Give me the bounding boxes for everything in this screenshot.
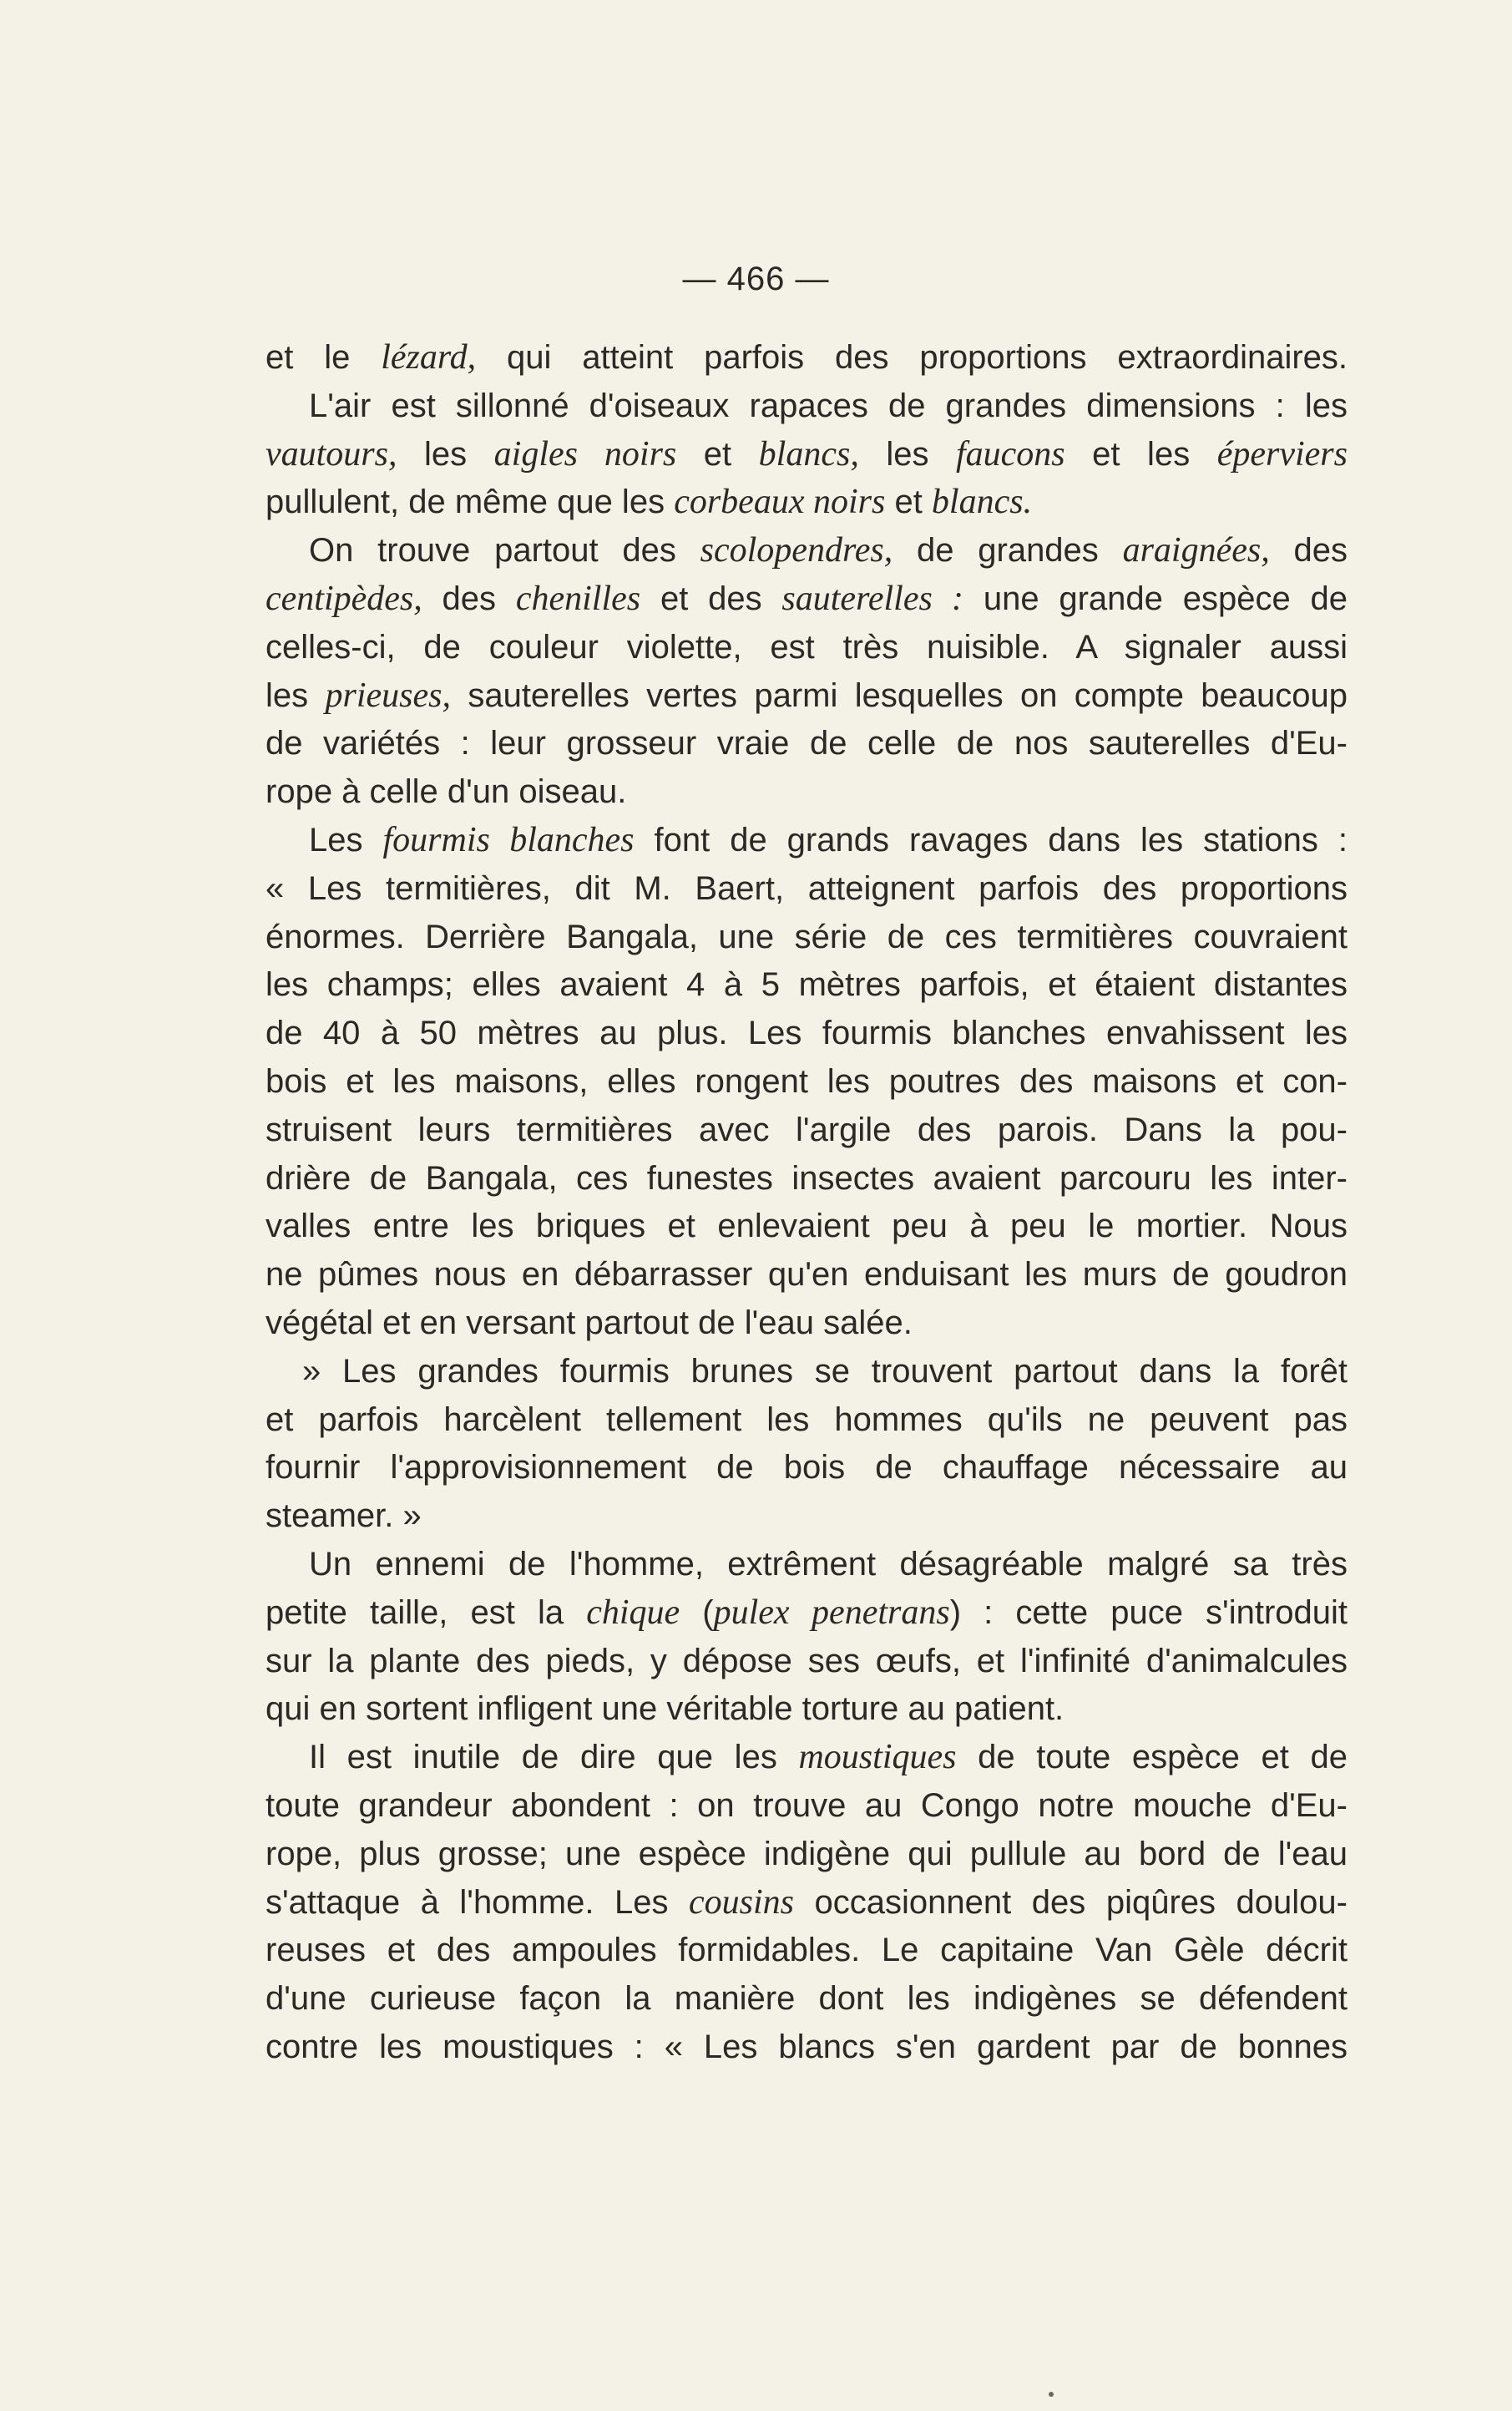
italic-term: centipèdes, — [265, 579, 422, 618]
text-line — [265, 720, 1348, 768]
italic-term: moustiques — [798, 1738, 957, 1777]
text-run: et des — [640, 580, 782, 617]
text-line — [265, 672, 1348, 721]
italic-term: fourmis blanches — [382, 820, 635, 859]
italic-term: blancs, — [758, 434, 859, 474]
italic-term: vautours, — [265, 434, 397, 474]
text-run: drière de Bangala, ces funestes insectes avaient parcouru les inter- — [265, 1159, 1348, 1197]
italic-term: blancs. — [931, 483, 1033, 522]
text-run: de toute espèce et de — [956, 1739, 1348, 1776]
page-number: — 466 — — [682, 261, 830, 297]
text-run: végétal et en versant partout de l'eau salée. — [265, 1304, 913, 1341]
text-run: toute grandeur abondent : on trouve au Congo notre mouche d'Eu- — [265, 1786, 1348, 1824]
text-line — [265, 1927, 1348, 1975]
italic-term: aigles noirs — [493, 434, 677, 474]
text-line — [265, 1299, 1348, 1348]
text-run: Un ennemi de l'homme, extrêment désagréable malgré sa très — [309, 1545, 1348, 1583]
text-run: qui atteint parfois des proportions extraordinaires. — [476, 339, 1348, 376]
text-run: contre les moustiques : « Les blancs s'en gardent par de bonnes — [265, 2028, 1348, 2065]
text-run: les — [858, 435, 956, 473]
text-line — [265, 914, 1348, 962]
italic-term: cousins — [689, 1882, 794, 1922]
text-line — [265, 1010, 1348, 1058]
text-line — [265, 382, 1348, 431]
italic-term: lézard, — [381, 338, 477, 377]
text-line — [265, 334, 1348, 382]
text-run: fournir l'approvisionnement de bois de chauffage nécessaire au — [265, 1449, 1348, 1487]
italic-term: chique — [586, 1593, 680, 1632]
text-run: sauterelles vertes parmi lesquelles on compte beaucoup — [450, 676, 1348, 714]
text-run: de grandes — [893, 532, 1123, 570]
text-line — [265, 479, 1348, 527]
text-line — [265, 1782, 1348, 1831]
text-run: struisent leurs termitières avec l'argile des parois. Dans la pou- — [265, 1111, 1348, 1148]
text-run: des — [1269, 532, 1348, 570]
text-run: les — [397, 435, 494, 473]
text-run: pullulent, de même que les — [265, 484, 675, 521]
italic-term: araignées, — [1122, 531, 1270, 570]
text-line — [265, 865, 1348, 914]
text-run: les champs; elles avaient 4 à 5 mètres parfois, et étaient distantes — [265, 966, 1348, 1004]
text-run: de variétés : leur grosseur vraie de celle de nos sauterelles d'Eu- — [265, 725, 1348, 762]
text-run: rope à celle d'un oiseau. — [265, 773, 627, 811]
text-line — [265, 1203, 1348, 1251]
text-line — [265, 1155, 1348, 1203]
text-line — [265, 1107, 1348, 1155]
text-run: rope, plus grosse; une espèce indigène qui pullule au bord de l'eau — [265, 1835, 1348, 1872]
text-line — [265, 2024, 1348, 2072]
text-run: On trouve partout des — [309, 532, 700, 570]
text-run: L'air est sillonné d'oiseaux rapaces de grandes dimensions : les — [309, 387, 1348, 424]
body-text — [265, 334, 1348, 2072]
text-line — [265, 575, 1348, 624]
text-run: de 40 à 50 mètres au plus. Les fourmis blanches envahissent les — [265, 1015, 1348, 1052]
italic-term: faucons — [956, 434, 1065, 474]
text-line — [265, 1734, 1348, 1782]
text-line — [265, 1638, 1348, 1686]
text-run: « Les termitières, dit M. Baert, atteignent parfois des proportions — [265, 869, 1348, 907]
text-line — [265, 1879, 1348, 1927]
italic-term: sauterelles : — [781, 579, 964, 618]
text-run: des — [422, 580, 516, 617]
text-line — [265, 1396, 1348, 1445]
text-run: et parfois harcèlent tellement les hommes qu'ils ne peuvent pas — [265, 1401, 1348, 1438]
text-run: bois et les maisons, elles rongent les poutres des maisons et con- — [265, 1062, 1348, 1100]
text-line — [265, 1348, 1348, 1396]
text-line — [265, 1831, 1348, 1879]
text-run: valles entre les briques et enlevaient peu à peu le mortier. Nous — [265, 1208, 1348, 1245]
text-run: et les — [1064, 435, 1217, 473]
text-line — [265, 768, 1348, 817]
italic-term: prieuses, — [325, 676, 451, 715]
italic-term: éperviers — [1216, 434, 1348, 474]
text-run: Les — [309, 821, 383, 859]
text-line — [265, 1685, 1348, 1734]
text-run: » Les grandes fourmis brunes se trouvent partout dans la forêt — [302, 1352, 1348, 1390]
text-run: petite taille, est la — [265, 1593, 587, 1631]
text-run: sur la plante des pieds, y dépose ses œufs, et l'infinité d'animalcules — [265, 1642, 1348, 1679]
text-line — [265, 1541, 1348, 1589]
text-run: ne pûmes nous en débarrasser qu'en enduisant les murs de goudron — [265, 1256, 1348, 1294]
text-run: ) : cette puce s'introduit — [949, 1593, 1348, 1631]
text-run: énormes. Derrière Bangala, une série de ces termitières couvraient — [265, 918, 1348, 955]
text-run: et — [676, 435, 759, 473]
text-line — [265, 961, 1348, 1010]
text-line — [265, 1251, 1348, 1299]
text-line — [265, 431, 1348, 479]
text-run: et — [885, 484, 932, 521]
text-line — [265, 1058, 1348, 1107]
text-line — [265, 527, 1348, 575]
text-line — [265, 624, 1348, 672]
text-run: reuses et des ampoules formidables. Le capitaine Van Gèle décrit — [265, 1932, 1348, 1969]
text-run: d'une curieuse façon la manière dont les indigènes se défendent — [265, 1980, 1348, 2018]
text-line — [265, 817, 1348, 865]
text-run: les — [265, 676, 326, 714]
italic-term: pulex penetrans — [713, 1593, 950, 1632]
text-run: Il est inutile de dire que les — [309, 1739, 799, 1776]
text-line — [265, 1975, 1348, 2024]
text-run: s'attaque à l'homme. Les — [265, 1883, 689, 1921]
text-line — [265, 1589, 1348, 1638]
italic-term: corbeaux noirs — [674, 483, 886, 522]
text-run: font de grands ravages dans les stations : — [634, 821, 1348, 859]
text-run: celles-ci, de couleur violette, est très nuisible. A signaler aussi — [265, 628, 1348, 666]
text-line — [265, 1492, 1348, 1541]
italic-term: scolopendres, — [700, 531, 893, 570]
text-run: qui en sortent infligent une véritable torture au patient. — [265, 1690, 1064, 1728]
text-run: occasionnent des piqûres doulou- — [794, 1883, 1348, 1921]
text-run: steamer. » — [265, 1497, 422, 1535]
text-run: ( — [680, 1593, 714, 1631]
text-run: et le — [265, 339, 382, 376]
paper-speck — [1049, 2392, 1054, 2397]
text-line — [265, 1444, 1348, 1492]
text-run: une grande espèce de — [963, 580, 1348, 617]
italic-term: chenilles — [515, 579, 641, 618]
